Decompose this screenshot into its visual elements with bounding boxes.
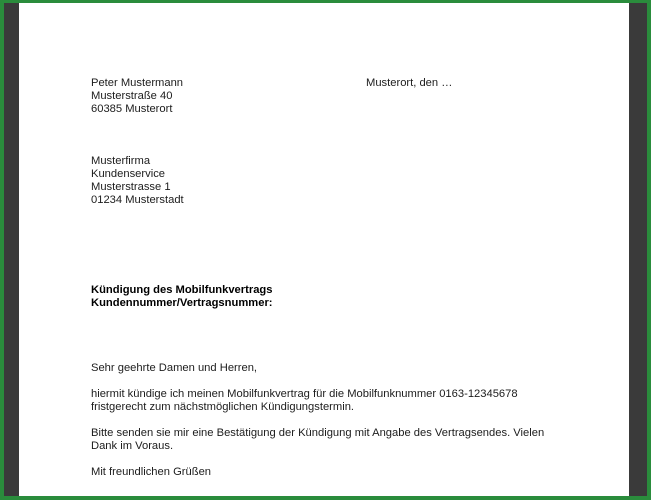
sender-street: Musterstraße 40: [91, 90, 173, 102]
sender-name: Peter Mustermann: [91, 77, 184, 89]
subject-title: Kündigung des Mobilfunkvertrags: [91, 284, 273, 296]
recipient-street: Musterstrasse 1: [91, 181, 171, 193]
recipient-city: 01234 Musterstadt: [91, 194, 184, 206]
paragraph-2-line-1: Bitte senden sie mir eine Bestätigung der Kündigung mit Angabe des Vertragsendes. Vielen: [91, 427, 545, 439]
paragraph-1-line-1: hiermit kündige ich meinen Mobilfunkvertrag für die Mobilfunknummer 0163-12345678: [91, 388, 518, 400]
recipient-company: Musterfirma: [91, 155, 151, 167]
paragraph-1-line-2: fristgerecht zum nächstmöglichen Kündigungstermin.: [91, 401, 355, 413]
closing: Mit freundlichen Grüßen: [91, 466, 212, 478]
salutation: Sehr geehrte Damen und Herren,: [91, 362, 258, 374]
letter-page: [19, 3, 629, 496]
sender-city: 60385 Musterort: [91, 103, 173, 115]
paragraph-2-line-2: Dank im Voraus.: [91, 440, 174, 452]
subject-customer-number: Kundennummer/Vertragsnummer:: [91, 297, 273, 309]
date-line: Musterort, den …: [366, 77, 453, 89]
recipient-department: Kundenservice: [91, 168, 166, 180]
document-viewer-frame: [4, 3, 647, 496]
